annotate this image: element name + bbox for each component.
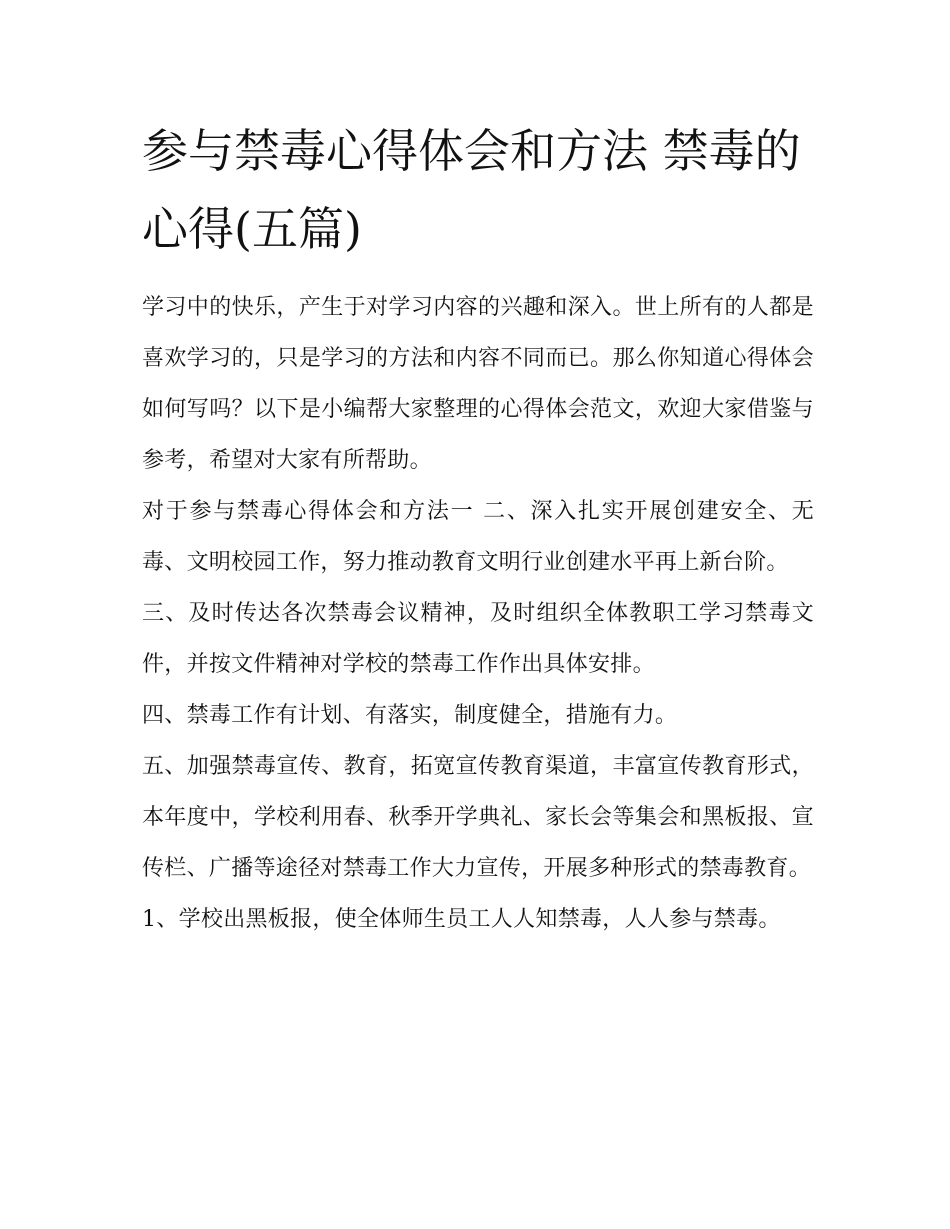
document-title: 参与禁毒心得体会和方法 禁毒的心得(五篇) [142, 124, 801, 256]
paragraph-item-three: 三、及时传达各次禁毒会议精神，及时组织全体教职工学习禁毒文件，并按文件精神对学校的禁毒工作作出具体安排。 [142, 601, 814, 677]
paragraph-method-one: 对于参与禁毒心得体会和方法一 二、深入扎实开展创建安全、无毒、文明校园工作，努力推动教育文明行业创建水平再上新台阶。 [142, 499, 814, 575]
document-body [142, 112, 814, 945]
paragraph-list-item-1: 1、学校出黑板报，使全体师生员工人人知禁毒，人人参与禁毒。 [142, 907, 781, 932]
paragraph-item-four: 四、禁毒工作有计划、有落实，制度健全，措施有力。 [142, 703, 678, 728]
paragraph-item-five: 五、加强禁毒宣传、教育，拓宽宣传教育渠道，丰富宣传教育形式，本年度中，学校利用春、秋季开学典礼、家长会等集会和黑板报、宣传栏、广播等途径对禁毒工作大力宣传，开展多种形式的禁毒教育。 [142, 754, 814, 881]
paragraph-intro: 学习中的快乐，产生于对学习内容的兴趣和深入。世上所有的人都是喜欢学习的，只是学习的方法和内容不同而已。那么你知道心得体会如何写吗？以下是小编帮大家整理的心得体会范文，欢迎大家借鉴与参考，希望对大家有所帮助。 [142, 295, 814, 473]
